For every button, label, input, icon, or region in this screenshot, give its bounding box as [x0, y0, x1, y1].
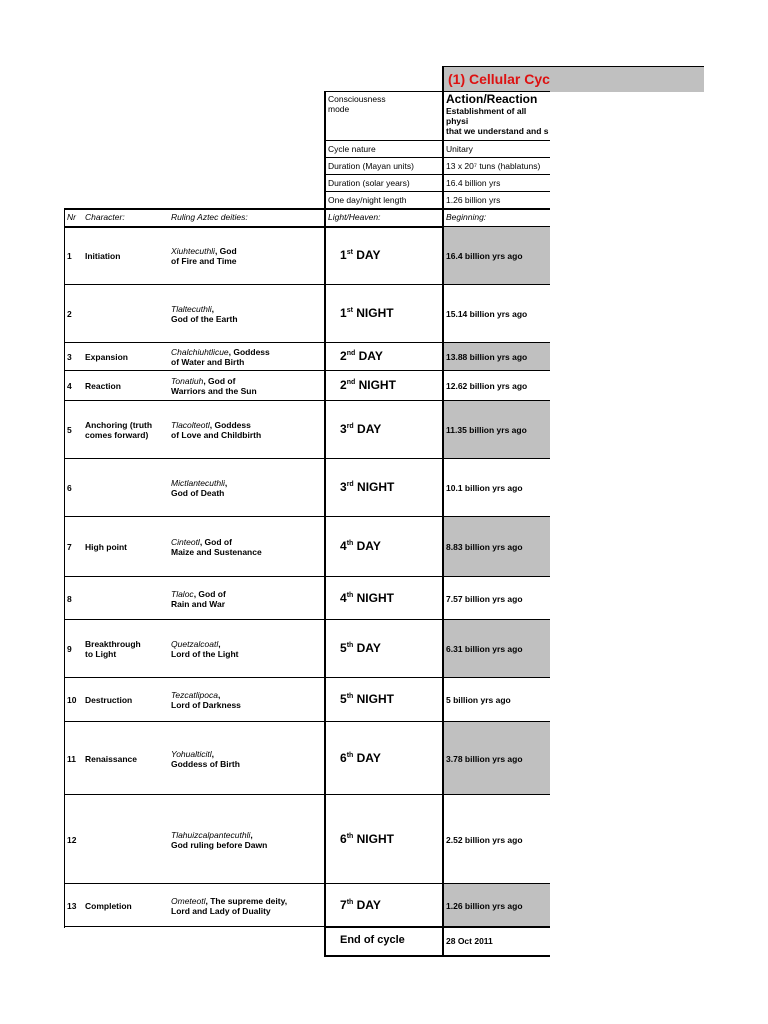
deity-name: Mictlantecuthli: [171, 478, 225, 488]
header-mid-border: [442, 66, 444, 210]
cycle-nature-value: Unitary: [446, 144, 473, 154]
row-character: Expansion: [85, 352, 128, 362]
header-row-border: [324, 140, 550, 141]
ordinal-suffix: nd: [346, 350, 356, 357]
deity-description: of Love and Childbirth: [171, 430, 262, 440]
ordinal-suffix: th: [346, 751, 354, 759]
header-row-border: [324, 157, 550, 158]
day-night-label: 3rd NIGHT: [340, 480, 395, 494]
deity-description: Lord and Lady of Duality: [171, 905, 271, 916]
header-row-border: [324, 191, 550, 192]
row-beginning: 2.52 billion yrs ago: [446, 834, 523, 845]
bottom-left-underline: [170, 926, 324, 927]
row-deity: [171, 896, 287, 916]
deity-name: Chalchiuhtlicue: [171, 347, 229, 357]
deity-name: Tlaloc: [171, 588, 194, 599]
row-beginning: 6.31 billion yrs ago: [446, 644, 523, 654]
row-separator: [324, 284, 550, 285]
header-row-border: [324, 174, 550, 175]
row-separator: [64, 458, 324, 459]
ordinal-suffix: th: [346, 591, 354, 599]
row-character: Renaissance: [85, 753, 137, 764]
row-separator: [64, 794, 324, 795]
day-night-label: 5th DAY: [340, 641, 381, 655]
column-nr: Nr: [67, 212, 76, 222]
deity-name: Tlacolteotl: [171, 420, 210, 430]
light-column-left-border: [324, 208, 326, 956]
deity-title: , God: [214, 246, 237, 256]
consciousness-label: Consciousness mode: [328, 94, 386, 114]
row-separator: [324, 576, 550, 577]
row-beginning: 5 billion yrs ago: [446, 695, 511, 705]
end-row-top-border: [324, 926, 550, 928]
day-night-length-value: 1.26 billion yrs: [446, 195, 501, 205]
column-deities: Ruling Aztec deities:: [171, 212, 248, 222]
ordinal-suffix: th: [346, 832, 354, 840]
row-number: 13: [67, 900, 77, 911]
deity-name: Ometeotl: [171, 895, 206, 906]
deity-name: Cinteotl: [171, 537, 200, 547]
row-separator: [64, 342, 324, 343]
deity-description: God of Death: [171, 488, 225, 498]
deity-title: ,: [217, 690, 221, 700]
row-number: 8: [67, 593, 72, 604]
table-left-border: [64, 208, 65, 928]
row-separator: [64, 516, 324, 517]
deity-title: , Goddess: [209, 420, 251, 430]
column-light: Light/Heaven:: [328, 212, 381, 222]
row-character: Breakthrough to Light: [85, 639, 141, 659]
duration-mayan-value: 13 x 20⁷ tuns (hablatuns): [446, 161, 541, 171]
ordinal-suffix: st: [346, 249, 353, 256]
deity-description: of Water and Birth: [171, 357, 245, 367]
cycle-nature-label: Cycle nature: [328, 144, 376, 154]
row-number: 4: [67, 381, 72, 391]
deity-title: , The supreme deity,: [205, 895, 288, 906]
row-beginning: 7.57 billion yrs ago: [446, 593, 523, 604]
row-number: 2: [67, 309, 72, 319]
deity-description: of Fire and Time: [171, 256, 237, 266]
day-night-label: 3rd DAY: [340, 422, 382, 436]
deity-title: , God of: [199, 537, 232, 547]
row-number: 6: [67, 483, 72, 493]
row-separator: [64, 677, 324, 678]
deity-description: Goddess of Birth: [171, 758, 240, 769]
row-deity: [171, 478, 227, 498]
day-night-label: 5th NIGHT: [340, 692, 394, 706]
day-night-label: 1st NIGHT: [340, 306, 394, 320]
bottom-left-underline: [85, 926, 167, 927]
row-separator: [64, 370, 324, 371]
row-deity: [171, 749, 240, 769]
consciousness-value-title: Action/Reaction: [446, 92, 538, 106]
cycle-title-box: [443, 66, 704, 92]
row-deity: [171, 690, 241, 710]
deity-name: Xiuhtecuthli: [171, 246, 215, 256]
deity-title: , God of: [193, 588, 226, 599]
row-beginning: 15.14 billion yrs ago: [446, 309, 528, 319]
day-night-label: 1st DAY: [340, 248, 381, 262]
day-night-length-label: One day/night length: [328, 195, 407, 205]
end-of-cycle-value: 28 Oct 2011: [446, 936, 493, 946]
deity-title: ,: [250, 829, 253, 840]
day-night-label: 6th NIGHT: [340, 831, 394, 846]
deity-description: Lord of Darkness: [171, 700, 241, 710]
deity-title: ,: [211, 304, 215, 314]
row-number: 3: [67, 352, 72, 362]
deity-description: Warriors and the Sun: [171, 386, 257, 396]
row-deity: [171, 830, 267, 850]
row-deity: [171, 639, 239, 659]
ordinal-suffix: th: [346, 540, 354, 547]
deity-name: Yohualticitl: [171, 748, 212, 759]
row-beginning: 3.78 billion yrs ago: [446, 753, 523, 764]
duration-solar-value: 16.4 billion yrs: [446, 178, 501, 188]
row-separator: [324, 458, 550, 459]
row-beginning: 16.4 billion yrs ago: [446, 251, 523, 261]
ordinal-suffix: rd: [346, 423, 354, 430]
row-separator: [64, 619, 324, 620]
row-beginning: 1.26 billion yrs ago: [446, 900, 523, 911]
row-character: Destruction: [85, 695, 133, 705]
row-separator: [64, 400, 324, 401]
row-deity: [171, 589, 226, 609]
deity-name: Tlahuizcalpantecuthli: [171, 829, 251, 840]
row-character: High point: [85, 542, 128, 552]
row-beginning: 12.62 billion yrs ago: [446, 381, 528, 391]
bottom-left-underline: [64, 926, 82, 927]
day-night-label: 4th DAY: [340, 539, 381, 553]
row-separator: [324, 370, 550, 371]
deity-description: God ruling before Dawn: [171, 839, 268, 850]
duration-solar-label: Duration (solar years): [328, 178, 410, 188]
row-deity: [171, 537, 262, 557]
row-number: 5: [67, 425, 72, 435]
row-number: 7: [67, 542, 72, 552]
deity-description: Maize and Sustenance: [171, 547, 262, 557]
day-night-label: 7th DAY: [340, 897, 381, 912]
row-number: 10: [67, 695, 77, 705]
row-deity: [171, 376, 257, 396]
deity-title: ,: [211, 748, 215, 759]
row-number: 9: [67, 644, 72, 654]
row-deity: [171, 304, 238, 324]
consciousness-value-sub: Establishment of all physi that we understand and s: [446, 106, 549, 136]
deity-name: Tlaltecuthli: [171, 304, 212, 314]
row-separator: [64, 883, 324, 884]
ordinal-suffix: rd: [346, 481, 354, 488]
row-character: Anchoring (truth comes forward): [85, 420, 153, 440]
deity-title: , Goddess: [228, 347, 270, 357]
row-separator: [64, 721, 324, 722]
ordinal-suffix: st: [346, 307, 353, 314]
column-beginning: Beginning:: [446, 212, 487, 222]
header-left-border: [324, 91, 326, 210]
column-header-top-border: [64, 208, 550, 210]
row-deity: [171, 246, 237, 266]
deity-name: Quetzalcoatl: [171, 639, 219, 649]
row-number: 1: [67, 251, 72, 261]
row-separator: [324, 677, 550, 678]
deity-title: ,: [218, 639, 221, 649]
end-of-cycle-label: End of cycle: [340, 934, 405, 946]
row-beginning: 8.83 billion yrs ago: [446, 542, 523, 552]
beginning-column-left-border: [442, 208, 444, 956]
ordinal-suffix: th: [346, 693, 354, 700]
deity-title: ,: [224, 478, 228, 488]
row-beginning: 11.35 billion yrs ago: [446, 425, 527, 435]
cycle-title: (1) Cellular Cyc: [448, 71, 550, 87]
row-deity: [171, 420, 261, 440]
ordinal-suffix: nd: [346, 379, 356, 386]
day-night-label: 2nd DAY: [340, 349, 383, 363]
end-row-bottom-border: [324, 955, 550, 957]
ordinal-suffix: th: [346, 898, 354, 906]
column-character: Character:: [85, 212, 125, 222]
deity-description: Rain and War: [171, 598, 225, 609]
duration-mayan-label: Duration (Mayan units): [328, 161, 414, 171]
day-night-label: 2nd NIGHT: [340, 378, 396, 392]
row-character: Completion: [85, 900, 132, 911]
deity-title: , God of: [203, 376, 236, 386]
row-character: Initiation: [85, 251, 121, 261]
row-beginning: 10.1 billion yrs ago: [446, 483, 523, 493]
row-beginning: 13.88 billion yrs ago: [446, 352, 528, 362]
deity-description: Lord of the Light: [171, 649, 239, 659]
day-night-label: 4th NIGHT: [340, 590, 394, 605]
deity-description: God of the Earth: [171, 314, 238, 324]
row-number: 12: [67, 834, 77, 845]
row-number: 11: [67, 753, 76, 764]
deity-name: Tezcatlipoca: [171, 690, 218, 700]
row-separator: [64, 284, 324, 285]
row-separator: [324, 794, 550, 795]
row-separator: [64, 576, 324, 577]
deity-name: Tonatiuh: [171, 376, 204, 386]
day-night-label: 6th DAY: [340, 750, 381, 765]
row-deity: [171, 347, 270, 367]
row-character: Reaction: [85, 381, 121, 391]
ordinal-suffix: th: [346, 642, 354, 649]
